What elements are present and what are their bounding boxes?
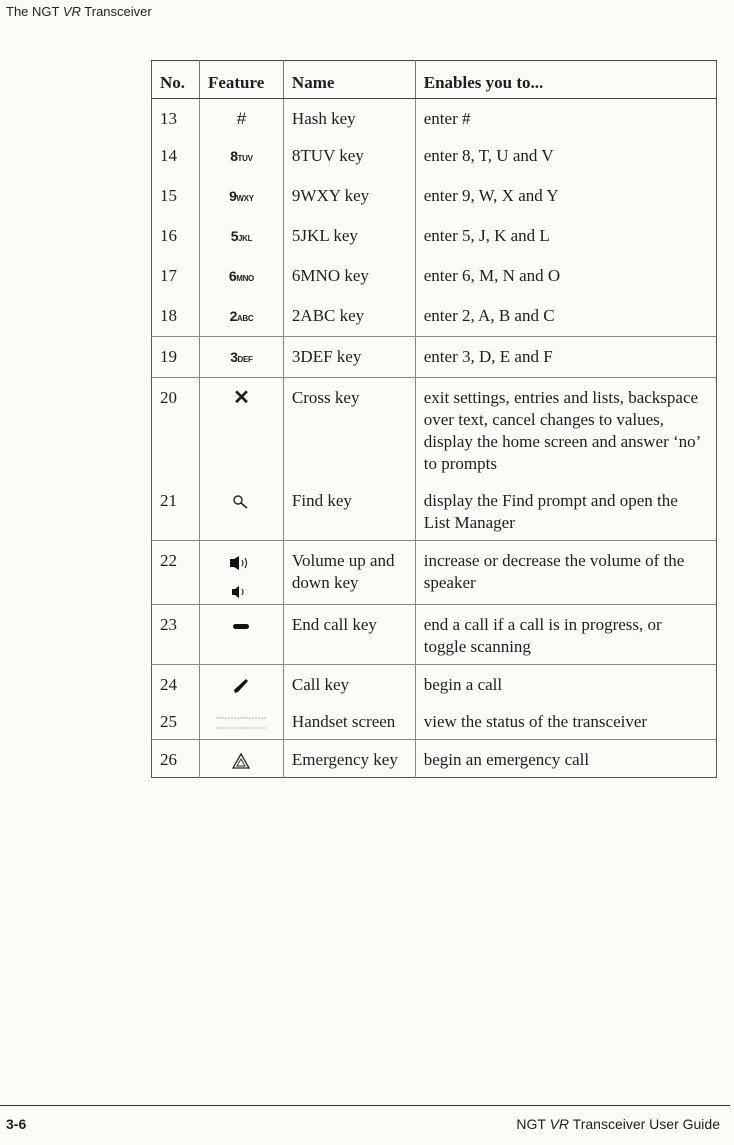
row-number: 20 (152, 378, 200, 482)
feature-description: display the Find prompt and open the List Manager (423, 491, 678, 532)
row-number: 14 (152, 136, 200, 176)
feature-name: Hash key (283, 99, 415, 137)
feature-name: Find key (283, 481, 415, 541)
row-number: 21 (152, 481, 200, 541)
table-row (152, 378, 717, 482)
hash-key-icon: # (199, 99, 283, 137)
feature-description: view the status of the transceiver (423, 712, 648, 731)
feature-description: end a call if a call is in progress, or toggle scanning (415, 605, 716, 665)
table-row (152, 99, 717, 137)
feature-description: begin a call (415, 665, 716, 703)
table-row (152, 296, 717, 337)
footer-divider (0, 1105, 730, 1106)
row-number: 16 (152, 216, 200, 256)
feature-name: 8TUV key (283, 136, 415, 176)
page-number: 3-6 (6, 1116, 27, 1132)
feature-name: Call key (283, 665, 415, 703)
row-number: 17 (152, 256, 200, 296)
feature-description: enter 5, J, K and L (423, 226, 550, 245)
column-header-name: Name (283, 61, 415, 99)
feature-name: 3DEF key (283, 337, 415, 378)
warning-triangle-icon (232, 753, 250, 769)
table-row (152, 136, 717, 176)
table-row (152, 216, 717, 256)
feature-name: Cross key (283, 378, 415, 482)
feature-name: 6MNO key (283, 256, 415, 296)
handset-icon (232, 677, 250, 695)
magnifier-icon (232, 494, 250, 510)
column-header-no: No. (152, 61, 200, 99)
screen-icon (214, 714, 268, 732)
row-number: 24 (152, 665, 200, 703)
feature-name: Emergency key (283, 740, 415, 778)
feature-table (151, 60, 717, 778)
cross-icon: ✕ (199, 378, 283, 482)
feature-description: enter 9, W, X and Y (423, 186, 559, 205)
feature-description: enter 8, T, U and V (423, 146, 554, 165)
table-row (152, 337, 717, 378)
key-5-icon: 5JKL (199, 216, 283, 256)
table-header-row (152, 61, 717, 99)
feature-name: Handset screen (283, 702, 415, 740)
table-row (152, 665, 717, 703)
row-number: 18 (152, 296, 200, 337)
feature-description: enter 6, M, N and O (423, 266, 561, 285)
key-8-icon: 8TUV (199, 136, 283, 176)
row-number: 25 (152, 702, 200, 740)
feature-name: 5JKL key (283, 216, 415, 256)
running-head-suffix: Transceiver (80, 4, 152, 19)
feature-name: End call key (283, 605, 415, 665)
table-row (152, 176, 717, 216)
table-row (152, 541, 717, 605)
row-number: 15 (152, 176, 200, 216)
feature-name: 2ABC key (283, 296, 415, 337)
feature-description: begin an emergency call (415, 740, 716, 778)
running-head-model: VR (62, 4, 81, 19)
row-number: 19 (152, 337, 200, 378)
feature-description: exit settings, entries and lists, backspace over text, cancel changes to values, display the home screen and answer ‘no’ to prompts (415, 378, 716, 482)
feature-description: enter 2, A, B and C (423, 306, 555, 325)
feature-description: enter 3, D, E and F (415, 337, 716, 378)
feature-description: increase or decrease the volume of the speaker (415, 541, 716, 605)
volume-down-icon (231, 586, 251, 598)
row-number: 13 (152, 99, 200, 137)
footer-guide-title: NGT VR Transceiver User Guide (516, 1116, 720, 1132)
end-call-icon (231, 621, 251, 631)
row-number: 23 (152, 605, 200, 665)
running-head (6, 4, 152, 19)
key-2-icon: 2ABC (199, 296, 283, 337)
feature-description: enter # (423, 109, 471, 128)
table-row (152, 256, 717, 296)
table-row (152, 702, 717, 740)
key-6-icon: 6MNO (199, 256, 283, 296)
row-number: 22 (152, 541, 200, 605)
volume-up-icon (229, 556, 253, 570)
feature-name: 9WXY key (283, 176, 415, 216)
feature-name: Volume up and down key (283, 541, 415, 605)
table-row (152, 740, 717, 778)
column-header-feature: Feature (199, 61, 283, 99)
table-row (152, 605, 717, 665)
row-number: 26 (152, 740, 200, 778)
column-header-enables: Enables you to... (415, 61, 716, 99)
key-9-icon: 9WXY (199, 176, 283, 216)
key-3-icon: 3DEF (199, 337, 283, 378)
table-row (152, 481, 717, 541)
running-head-text: The NGT (6, 4, 63, 19)
